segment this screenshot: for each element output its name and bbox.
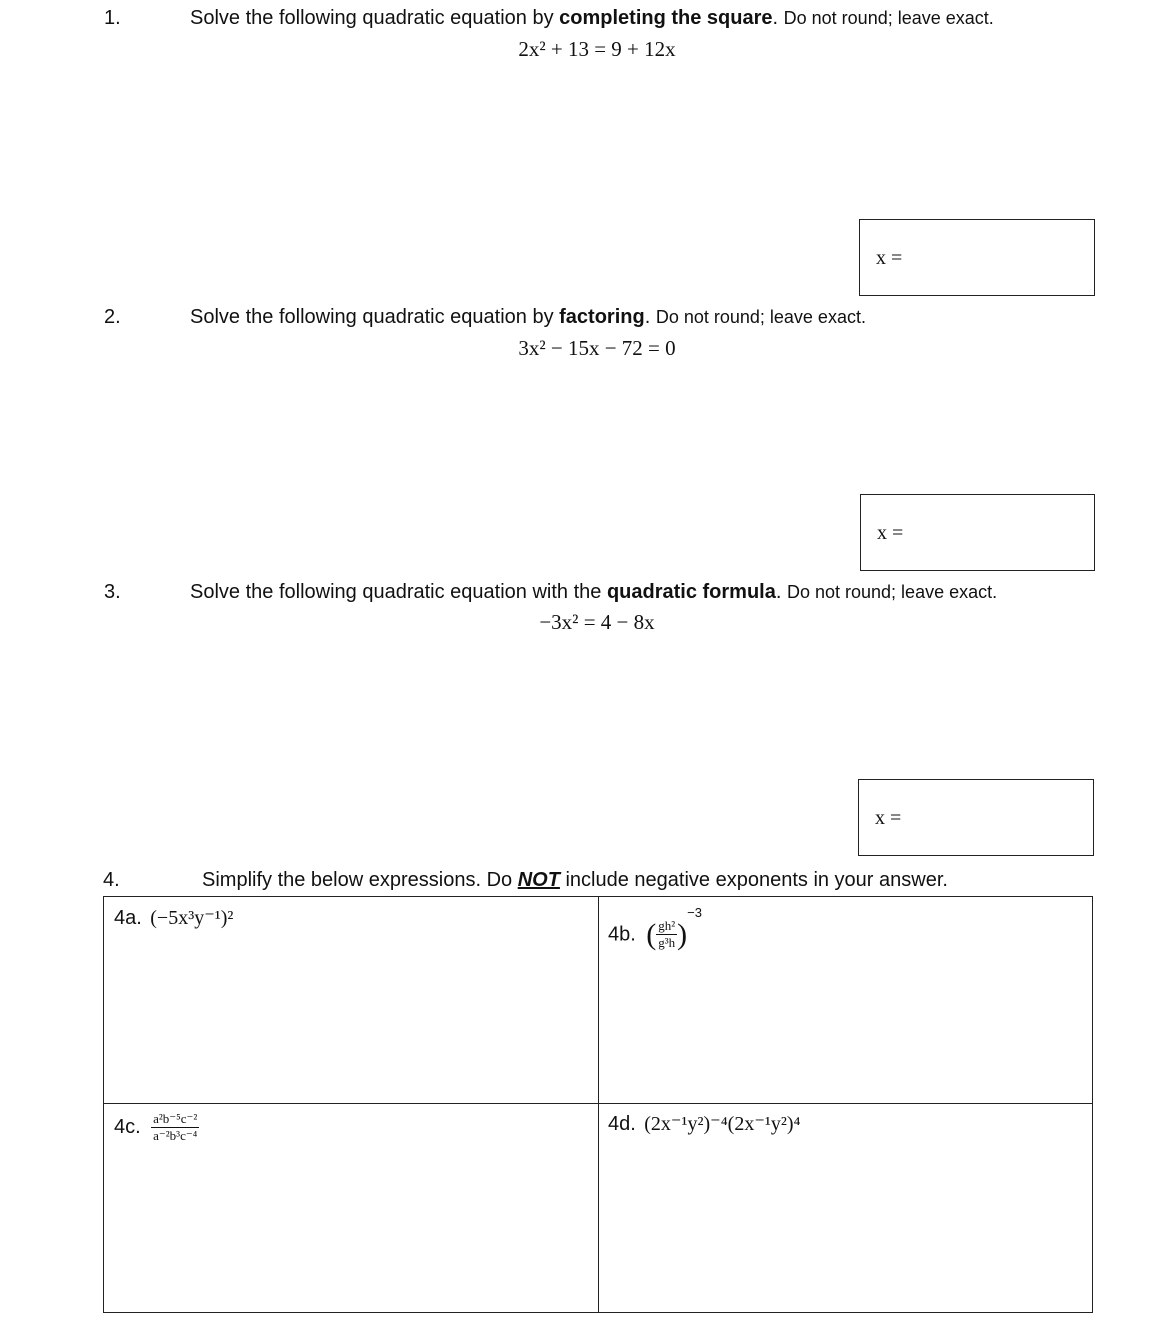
problem-4-instruction-text: Simplify the below expressions. Do — [202, 869, 518, 891]
part-4b-open-paren: ( — [646, 917, 657, 951]
part-4a-label: 4a. — [114, 907, 142, 929]
cell-4d[interactable] — [608, 1111, 801, 1136]
problem-3-instruction — [190, 581, 997, 604]
part-4d-label: 4d. — [608, 1113, 636, 1135]
part-4c-fraction — [151, 1111, 199, 1144]
problem-2-note: Do not round; leave exact. — [655, 307, 866, 327]
problem-3-method: quadratic formula — [606, 581, 776, 603]
problem-2-period: . — [644, 306, 651, 328]
problem-2-answer-box[interactable] — [860, 494, 1095, 571]
part-4a-expression: (−5x³y⁻¹)² — [150, 907, 234, 929]
part-4b-fraction — [656, 918, 677, 951]
problem-3-instruction-text: Solve the following quadratic equation with the — [190, 581, 607, 603]
part-4c-label: 4c. — [114, 1116, 141, 1138]
problem-4-instruction — [202, 869, 948, 892]
cell-4a[interactable] — [114, 905, 233, 930]
problem-3-number: 3. — [104, 581, 121, 603]
problem-1-instruction — [190, 7, 994, 30]
answer-label: x = — [876, 247, 903, 269]
part-4c-numerator: a²b⁻⁵c⁻² — [153, 1111, 198, 1126]
problem-2-instruction-text: Solve the following quadratic equation by — [190, 306, 560, 328]
problem-2-instruction — [190, 306, 866, 329]
problem-1-number: 1. — [104, 7, 121, 29]
part-4b-exponent: −3 — [687, 905, 702, 920]
problem-1-period: . — [772, 7, 779, 29]
problem-1-note: Do not round; leave exact. — [783, 8, 994, 28]
answer-label: x = — [877, 522, 904, 544]
cell-4c[interactable] — [114, 1111, 199, 1144]
part-4b-close-paren: ) — [677, 917, 688, 951]
part-4c-denominator: a⁻²b³c⁻⁴ — [153, 1128, 198, 1143]
cell-4b[interactable] — [608, 905, 702, 952]
problem-3-answer-box[interactable] — [858, 779, 1094, 856]
problem-4-instruction-rest: include negative exponents in your answer. — [559, 869, 948, 891]
grid-divider-horizontal — [104, 1103, 1092, 1104]
problem-2-method: factoring — [559, 306, 645, 328]
problem-3-equation: −3x² = 4 − 8x — [539, 610, 655, 634]
grid-divider-vertical — [598, 897, 599, 1312]
problem-4-number: 4. — [103, 869, 120, 891]
problem-2-equation: 3x² − 15x − 72 = 0 — [518, 336, 676, 360]
problem-1-equation: 2x² + 13 = 9 + 12x — [518, 37, 676, 61]
part-4d-expression: (2x⁻¹y²)⁻⁴(2x⁻¹y²)⁴ — [644, 1113, 801, 1135]
part-4b-label: 4b. — [608, 923, 636, 946]
problem-4-emphasis: NOT — [517, 869, 560, 891]
problem-1-instruction-text: Solve the following quadratic equation by — [190, 7, 560, 29]
problem-2-number: 2. — [104, 306, 121, 328]
answer-label: x = — [875, 807, 902, 829]
problem-1-method: completing the square — [559, 7, 773, 29]
part-4b-numerator: gh² — [658, 918, 676, 934]
part-4b-denominator: g³h — [658, 935, 676, 951]
problem-1-answer-box[interactable] — [859, 219, 1095, 296]
problem-3-period: . — [775, 581, 782, 603]
simplify-grid — [103, 896, 1093, 1313]
problem-3-note: Do not round; leave exact. — [786, 582, 998, 602]
